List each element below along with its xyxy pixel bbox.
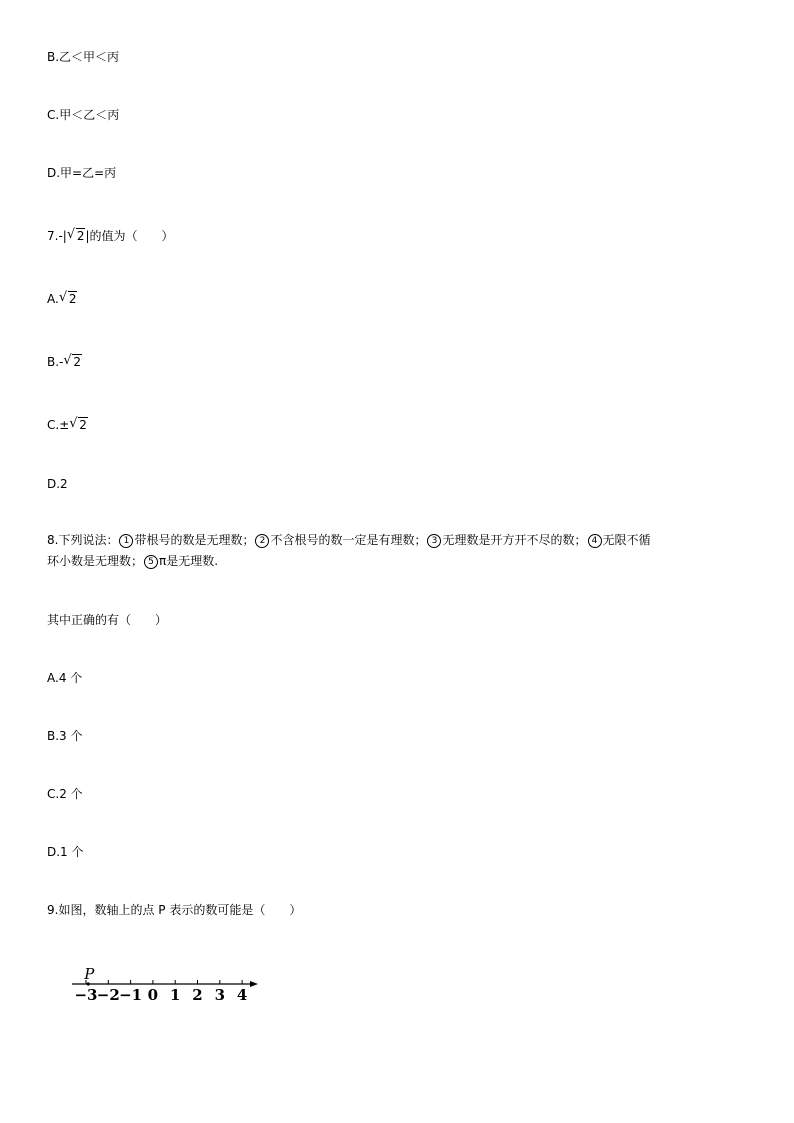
tick-label: 2 [192,986,203,1004]
option-q6-c: C.甲＜乙＜丙 [47,108,120,122]
option-q7-a [47,292,77,306]
tick-label: 4 [236,986,248,1004]
question-7-prefix: 7.-| [47,229,67,243]
question-8-line-1 [47,533,651,548]
option-q7-c-prefix: C.± [47,418,70,432]
point-p-label: P [84,965,95,983]
option-q6-b: B.乙＜甲＜丙 [47,50,120,64]
tick-label: 3 [214,986,226,1004]
statement-4-end: 环小数是无理数； [47,554,144,568]
statement-1: 带根号的数是无理数； [134,533,255,547]
option-q7-c [47,418,88,432]
option-q7-b [47,355,82,369]
statement-4-start: 无限不循 [602,533,651,547]
circled-number-1: 1 [119,534,133,548]
option-q7-b-prefix: B.- [47,355,64,369]
statement-5: π是无理数. [159,554,219,568]
tick-label: 1 [169,986,181,1004]
option-q8-a: A.4 个 [47,671,83,685]
radicand: 2 [73,355,82,369]
option-q7-a-prefix: A. [47,292,59,306]
statement-3: 无理数是开方开不尽的数； [442,533,587,547]
sqrt-symbol [67,229,86,243]
question-8-intro: 8.下列说法： [47,533,119,547]
question-9: 9.如图，数轴上的点 P 表示的数可能是（ ） [47,903,302,917]
circled-number-5: 5 [144,555,158,569]
option-q6-d: D.甲=乙=丙 [47,166,117,180]
tick-label: −3 [74,986,98,1004]
radicand: 2 [79,418,87,432]
sqrt-symbol [59,292,78,306]
option-q7-d: D.2 [47,477,68,491]
option-q8-c: C.2 个 [47,787,83,801]
radicand: 2 [76,229,85,243]
question-8-line-2 [47,554,218,569]
question-8-prompt: 其中正确的有（ ） [47,613,168,627]
option-q8-b: B.3 个 [47,729,83,743]
radicand: 2 [68,292,77,306]
tick-labels [74,986,247,1004]
statement-2: 不含根号的数一定是有理数； [270,533,427,547]
axis-arrow [250,981,258,987]
circled-number-2: 2 [255,534,269,548]
option-q8-d: D.1 个 [47,845,84,859]
tick-label: −1 [119,986,143,1004]
circled-number-4: 4 [588,534,602,548]
circled-number-3: 3 [427,534,441,548]
number-line-figure [66,962,266,1006]
question-7 [47,229,174,243]
sqrt-symbol [69,418,88,432]
sqrt-symbol [63,355,82,369]
tick-label: 0 [147,986,159,1004]
question-7-suffix: |的值为（ ） [85,229,174,243]
tick-label: −2 [96,986,120,1004]
